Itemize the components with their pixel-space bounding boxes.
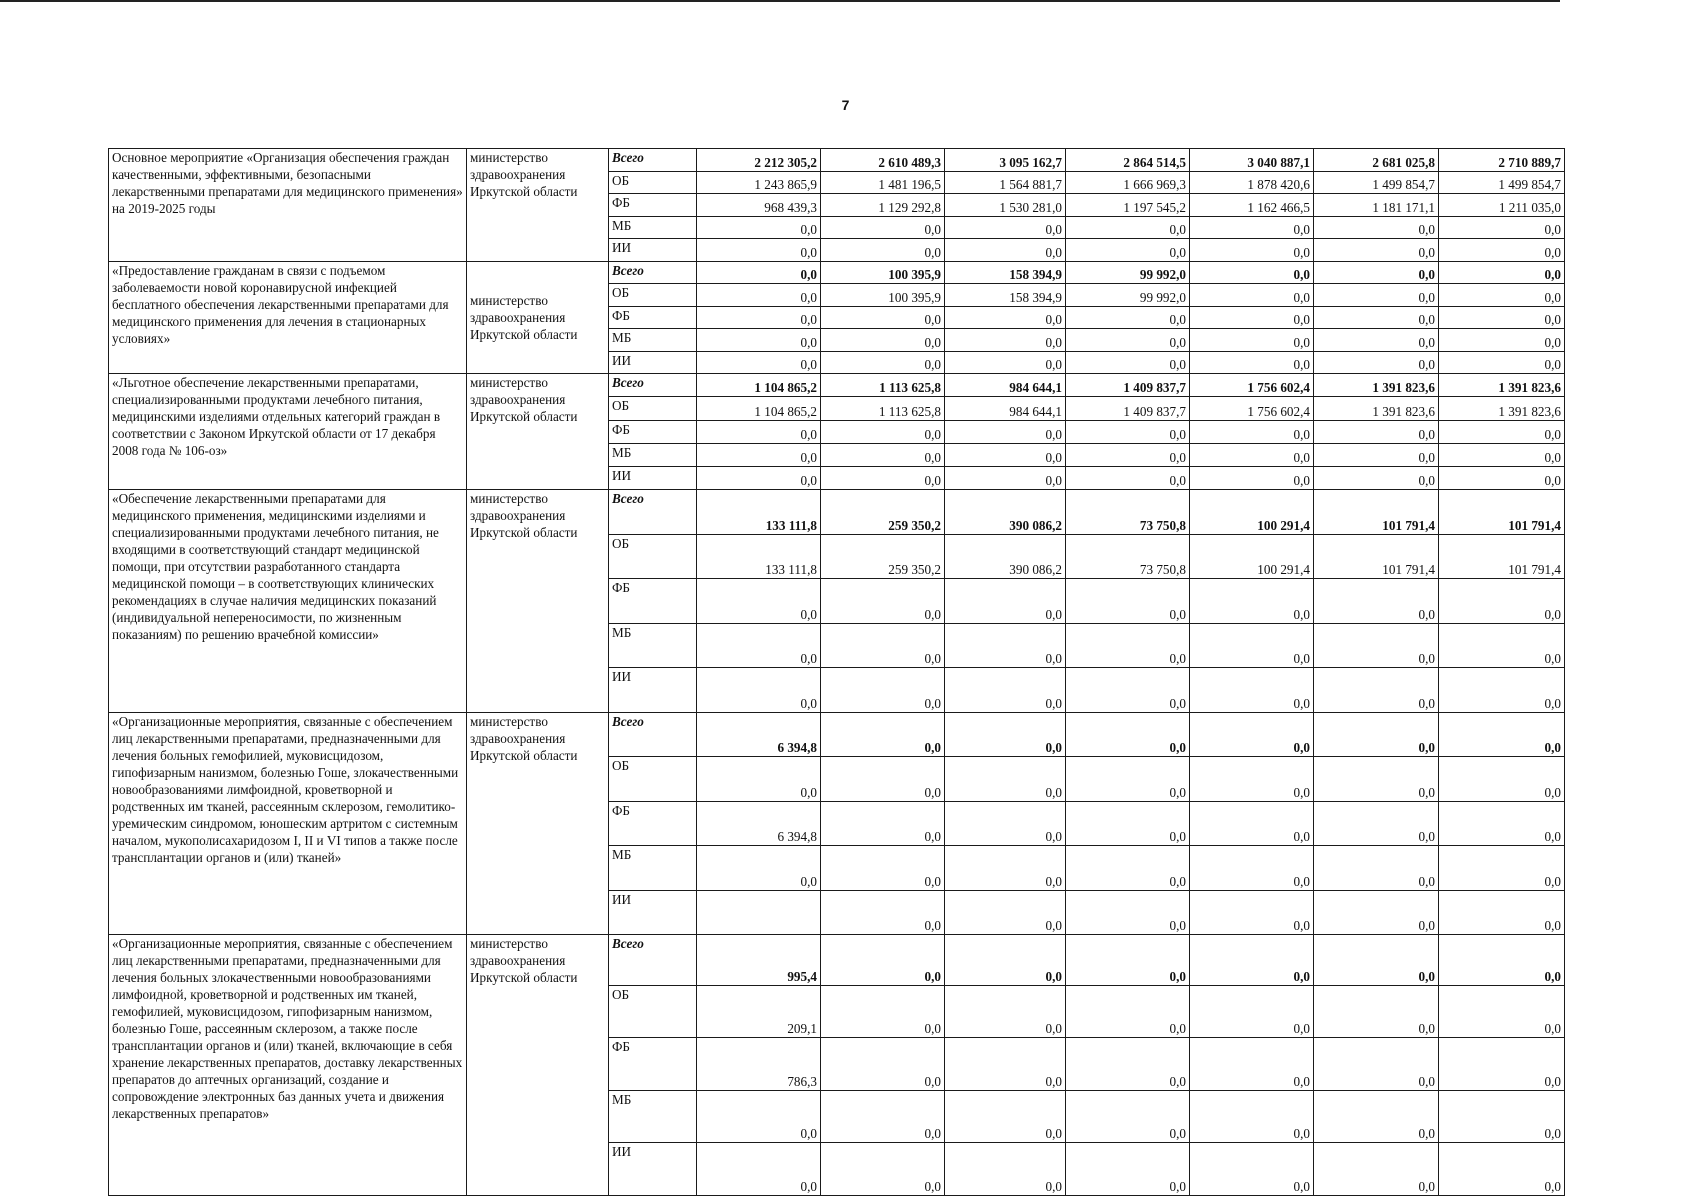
amount-cell: 0,0 [1066, 891, 1190, 935]
amount-cell: 2 681 025,8 [1314, 149, 1439, 172]
amount-cell: 0,0 [1190, 352, 1314, 374]
amount-cell: 0,0 [697, 579, 821, 624]
amount-cell: 0,0 [1066, 757, 1190, 802]
amount-cell: 133 111,8 [697, 535, 821, 579]
amount-cell: 0,0 [1190, 1038, 1314, 1091]
amount-cell: 0,0 [1439, 757, 1565, 802]
amount-cell: 0,0 [1314, 444, 1439, 467]
amount-cell: 133 111,8 [697, 490, 821, 535]
amount-cell: 0,0 [1066, 1091, 1190, 1143]
funding-source-cell: МБ [609, 1091, 697, 1143]
amount-cell: 0,0 [1314, 802, 1439, 846]
amount-cell: 0,0 [697, 421, 821, 444]
amount-cell: 100 395,9 [821, 284, 945, 307]
amount-cell: 0,0 [945, 846, 1066, 891]
amount-cell: 0,0 [1066, 624, 1190, 668]
amount-cell: 99 992,0 [1066, 284, 1190, 307]
executor-cell: министерство здравоохранения Иркутской области [467, 374, 609, 490]
amount-cell: 0,0 [1190, 891, 1314, 935]
amount-cell: 0,0 [697, 467, 821, 490]
amount-cell: 0,0 [1314, 329, 1439, 352]
amount-cell: 0,0 [1314, 421, 1439, 444]
amount-cell: 100 291,4 [1190, 535, 1314, 579]
funding-source-cell: ОБ [609, 284, 697, 307]
funding-source-cell: Всего [609, 935, 697, 986]
amount-cell: 0,0 [1439, 802, 1565, 846]
event-name-cell: «Организационные мероприятия, связанные с обеспечением лиц лекарственными препаратами, предназначенными для лечения больных злокачественными новообразованиями лимфоидной, кроветворной и родственных им тканей, гемофилией, муковисцидозом, гипофизарным нанизмом, болезнью Гоше, рассеянным склерозом, а также после трансплантации органов и (или) тканей, включающие в себя хранение лекарственных препаратов, доставку лекарственных препаратов до аптечных организаций, создание и сопровождение электронных баз данных учета и движения лекарственных препаратов» [109, 935, 467, 1196]
event-name-cell: Основное мероприятие «Организация обеспечения граждан качественными, эффективными, безопасными лекарственными препаратами для медицинского применения» на 2019-2025 годы [109, 149, 467, 262]
amount-cell: 0,0 [1439, 624, 1565, 668]
executor-cell: министерство здравоохранения Иркутской области [467, 935, 609, 1196]
amount-cell: 0,0 [821, 935, 945, 986]
amount-cell: 0,0 [1439, 846, 1565, 891]
amount-cell: 1 499 854,7 [1439, 172, 1565, 194]
amount-cell: 0,0 [1439, 352, 1565, 374]
amount-cell: 0,0 [1314, 262, 1439, 284]
amount-cell: 73 750,8 [1066, 490, 1190, 535]
funding-source-cell: ФБ [609, 307, 697, 329]
amount-cell: 0,0 [1314, 757, 1439, 802]
funding-source-cell: Всего [609, 713, 697, 757]
amount-cell: 0,0 [821, 891, 945, 935]
amount-cell: 101 791,4 [1314, 490, 1439, 535]
amount-cell: 1 104 865,2 [697, 397, 821, 421]
amount-cell: 0,0 [1439, 262, 1565, 284]
amount-cell: 0,0 [945, 986, 1066, 1038]
amount-cell: 0,0 [697, 262, 821, 284]
amount-cell: 995,4 [697, 935, 821, 986]
amount-cell: 0,0 [1190, 262, 1314, 284]
amount-cell: 0,0 [1190, 329, 1314, 352]
amount-cell: 0,0 [945, 421, 1066, 444]
amount-cell: 1 391 823,6 [1314, 397, 1439, 421]
funding-source-cell: ИИ [609, 239, 697, 262]
amount-cell: 0,0 [1314, 1038, 1439, 1091]
amount-cell: 1 666 969,3 [1066, 172, 1190, 194]
amount-cell: 0,0 [697, 239, 821, 262]
amount-cell: 0,0 [1190, 802, 1314, 846]
amount-cell: 0,0 [1314, 217, 1439, 239]
funding-source-cell: ОБ [609, 397, 697, 421]
amount-cell: 1 113 625,8 [821, 397, 945, 421]
event-name-cell: «Организационные мероприятия, связанные с обеспечением лиц лекарственными препаратами, предназначенными для лечения больных гемофилией, муковисцидозом, гипофизарным нанизмом, болезнью Гоше, злокачественными новообразованиями лимфоидной, кроветворной и родственных им тканей, рассеянным склерозом, гемолитико-уремическим синдромом, юношеским артритом с системным началом, мукополисахаридозом I, II и VI типов а также после трансплантации органов и (или) тканей» [109, 713, 467, 935]
amount-cell: 0,0 [1314, 935, 1439, 986]
amount-cell: 0,0 [1190, 846, 1314, 891]
amount-cell: 0,0 [1066, 329, 1190, 352]
amount-cell: 259 350,2 [821, 490, 945, 535]
amount-cell: 0,0 [1190, 935, 1314, 986]
amount-cell: 0,0 [697, 624, 821, 668]
funding-source-cell: МБ [609, 444, 697, 467]
amount-cell: 1 564 881,7 [945, 172, 1066, 194]
amount-cell: 0,0 [1439, 217, 1565, 239]
amount-cell: 390 086,2 [945, 535, 1066, 579]
amount-cell: 0,0 [821, 846, 945, 891]
amount-cell: 2 610 489,3 [821, 149, 945, 172]
amount-cell: 0,0 [821, 802, 945, 846]
executor-cell: министерство здравоохранения Иркутской области [467, 490, 609, 713]
amount-cell: 0,0 [1439, 284, 1565, 307]
amount-cell: 984 644,1 [945, 397, 1066, 421]
amount-cell: 1 756 602,4 [1190, 397, 1314, 421]
amount-cell: 0,0 [1066, 421, 1190, 444]
amount-cell: 1 129 292,8 [821, 194, 945, 217]
funding-source-cell: Всего [609, 490, 697, 535]
funding-source-cell: ИИ [609, 352, 697, 374]
amount-cell: 0,0 [1066, 1143, 1190, 1196]
amount-cell: 0,0 [1439, 1091, 1565, 1143]
amount-cell: 0,0 [945, 352, 1066, 374]
amount-cell: 0,0 [945, 239, 1066, 262]
amount-cell: 0,0 [1066, 668, 1190, 713]
amount-cell: 3 040 887,1 [1190, 149, 1314, 172]
amount-cell: 0,0 [697, 329, 821, 352]
amount-cell: 1 211 035,0 [1439, 194, 1565, 217]
amount-cell: 0,0 [697, 668, 821, 713]
funding-source-cell: Всего [609, 149, 697, 172]
amount-cell: 0,0 [697, 307, 821, 329]
amount-cell: 1 409 837,7 [1066, 374, 1190, 397]
amount-cell: 0,0 [1190, 421, 1314, 444]
amount-cell: 1 391 823,6 [1439, 374, 1565, 397]
amount-cell: 0,0 [1190, 713, 1314, 757]
amount-cell: 1 499 854,7 [1314, 172, 1439, 194]
amount-cell: 1 878 420,6 [1190, 172, 1314, 194]
amount-cell: 0,0 [1190, 307, 1314, 329]
amount-cell: 0,0 [945, 1143, 1066, 1196]
amount-cell: 0,0 [945, 891, 1066, 935]
table-row [109, 490, 1565, 535]
executor-cell: министерство здравоохранения Иркутской области [467, 149, 609, 262]
amount-cell: 0,0 [945, 329, 1066, 352]
event-name-cell: «Льготное обеспечение лекарственными препаратами, специализированными продуктами лечебного питания, медицинскими изделиями отдельных категорий граждан в соответствии с Законом Иркутской области от 17 декабря 2008 года № 106-оз» [109, 374, 467, 490]
amount-cell: 0,0 [1439, 579, 1565, 624]
amount-cell: 0,0 [1190, 1143, 1314, 1196]
amount-cell: 6 394,8 [697, 713, 821, 757]
amount-cell: 0,0 [1314, 239, 1439, 262]
amount-cell: 0,0 [1314, 467, 1439, 490]
amount-cell: 0,0 [945, 624, 1066, 668]
funding-source-cell: ИИ [609, 668, 697, 713]
amount-cell: 0,0 [821, 329, 945, 352]
amount-cell: 0,0 [945, 467, 1066, 490]
amount-cell: 0,0 [1314, 891, 1439, 935]
amount-cell: 259 350,2 [821, 535, 945, 579]
table-row [109, 149, 1565, 172]
amount-cell: 0,0 [697, 352, 821, 374]
amount-cell: 99 992,0 [1066, 262, 1190, 284]
amount-cell: 73 750,8 [1066, 535, 1190, 579]
amount-cell: 0,0 [821, 624, 945, 668]
amount-cell: 101 791,4 [1439, 535, 1565, 579]
amount-cell: 0,0 [1314, 668, 1439, 713]
amount-cell: 6 394,8 [697, 802, 821, 846]
amount-cell: 1 391 823,6 [1439, 397, 1565, 421]
amount-cell: 0,0 [1190, 239, 1314, 262]
table-row [109, 713, 1565, 757]
amount-cell: 2 710 889,7 [1439, 149, 1565, 172]
executor-cell: министерство здравоохранения Иркутской области [467, 262, 609, 374]
amount-cell: 0,0 [1190, 579, 1314, 624]
amount-cell: 0,0 [1314, 1143, 1439, 1196]
amount-cell: 0,0 [945, 935, 1066, 986]
amount-cell: 1 243 865,9 [697, 172, 821, 194]
amount-cell: 0,0 [1190, 624, 1314, 668]
funding-source-cell: ОБ [609, 757, 697, 802]
amount-cell: 1 530 281,0 [945, 194, 1066, 217]
amount-cell: 0,0 [1439, 1038, 1565, 1091]
amount-cell: 0,0 [821, 421, 945, 444]
amount-cell: 0,0 [1066, 1038, 1190, 1091]
amount-cell: 158 394,9 [945, 284, 1066, 307]
amount-cell: 1 409 837,7 [1066, 397, 1190, 421]
scan-top-edge [0, 0, 1560, 2]
amount-cell: 0,0 [1439, 668, 1565, 713]
amount-cell: 0,0 [821, 1143, 945, 1196]
page-number: 7 [841, 97, 850, 113]
amount-cell: 2 212 305,2 [697, 149, 821, 172]
amount-cell: 0,0 [1314, 284, 1439, 307]
amount-cell: 1 113 625,8 [821, 374, 945, 397]
amount-cell: 0,0 [821, 986, 945, 1038]
amount-cell: 0,0 [1439, 421, 1565, 444]
amount-cell: 2 864 514,5 [1066, 149, 1190, 172]
event-name-cell: «Обеспечение лекарственными препаратами для медицинского применения, медицинскими изделиями и специализированными продуктами лечебного питания, не входящими в соответствующий стандарт медицинской помощи, при отсутствии разработанного стандарта медицинской помощи – в соответствующих клинических рекомендациях в случае наличия медицинских показаний (индивидуальной непереносимости, по жизненным показаниям) по решению врачебной комиссии» [109, 490, 467, 713]
amount-cell: 0,0 [1066, 713, 1190, 757]
amount-cell: 0,0 [1314, 624, 1439, 668]
amount-cell: 0,0 [697, 846, 821, 891]
amount-cell: 0,0 [1190, 668, 1314, 713]
amount-cell: 0,0 [821, 352, 945, 374]
amount-cell: 0,0 [1066, 846, 1190, 891]
funding-source-cell: ФБ [609, 579, 697, 624]
amount-cell: 0,0 [1190, 217, 1314, 239]
amount-cell: 0,0 [1066, 579, 1190, 624]
amount-cell: 0,0 [1190, 1091, 1314, 1143]
amount-cell: 0,0 [945, 713, 1066, 757]
amount-cell: 0,0 [1190, 986, 1314, 1038]
amount-cell: 0,0 [1314, 986, 1439, 1038]
amount-cell: 0,0 [1439, 239, 1565, 262]
event-name-cell: «Предоставление гражданам в связи с подъемом заболеваемости новой коронавирусной инфекцией бесплатного обеспечения лекарственными препаратами для медицинского применения для лечения в стационарных условиях» [109, 262, 467, 374]
amount-cell: 0,0 [1439, 329, 1565, 352]
funding-source-cell: ИИ [609, 467, 697, 490]
amount-cell: 0,0 [945, 579, 1066, 624]
amount-cell: 0,0 [697, 757, 821, 802]
amount-cell: 968 439,3 [697, 194, 821, 217]
executor-cell: министерство здравоохранения Иркутской области [467, 713, 609, 935]
table-row [109, 262, 1565, 284]
amount-cell: 1 197 545,2 [1066, 194, 1190, 217]
amount-cell: 0,0 [945, 1038, 1066, 1091]
amount-cell: 0,0 [1066, 467, 1190, 490]
funding-source-cell: ФБ [609, 802, 697, 846]
amount-cell: 0,0 [821, 579, 945, 624]
funding-source-cell: ОБ [609, 535, 697, 579]
amount-cell: 0,0 [1314, 579, 1439, 624]
amount-cell [697, 891, 821, 935]
amount-cell: 984 644,1 [945, 374, 1066, 397]
amount-cell: 0,0 [821, 239, 945, 262]
amount-cell: 100 395,9 [821, 262, 945, 284]
amount-cell: 0,0 [821, 217, 945, 239]
amount-cell: 0,0 [1066, 986, 1190, 1038]
amount-cell: 158 394,9 [945, 262, 1066, 284]
amount-cell: 0,0 [1439, 467, 1565, 490]
amount-cell: 0,0 [1066, 307, 1190, 329]
amount-cell: 0,0 [697, 217, 821, 239]
amount-cell: 1 481 196,5 [821, 172, 945, 194]
amount-cell: 0,0 [821, 1091, 945, 1143]
amount-cell: 0,0 [1190, 284, 1314, 307]
amount-cell: 1 391 823,6 [1314, 374, 1439, 397]
funding-source-cell: МБ [609, 217, 697, 239]
amount-cell: 0,0 [1066, 217, 1190, 239]
amount-cell: 1 104 865,2 [697, 374, 821, 397]
amount-cell: 100 291,4 [1190, 490, 1314, 535]
funding-source-cell: МБ [609, 329, 697, 352]
amount-cell: 0,0 [945, 802, 1066, 846]
amount-cell: 0,0 [821, 467, 945, 490]
amount-cell: 0,0 [1439, 307, 1565, 329]
amount-cell: 0,0 [697, 1091, 821, 1143]
funding-source-cell: ИИ [609, 1143, 697, 1196]
funding-source-cell: МБ [609, 624, 697, 668]
amount-cell: 390 086,2 [945, 490, 1066, 535]
amount-cell: 0,0 [821, 757, 945, 802]
amount-cell: 0,0 [1439, 713, 1565, 757]
amount-cell: 1 162 466,5 [1190, 194, 1314, 217]
amount-cell: 0,0 [945, 217, 1066, 239]
amount-cell: 0,0 [1314, 1091, 1439, 1143]
amount-cell: 0,0 [1066, 802, 1190, 846]
amount-cell: 0,0 [1190, 757, 1314, 802]
amount-cell: 0,0 [945, 444, 1066, 467]
amount-cell: 0,0 [945, 757, 1066, 802]
table-row [109, 935, 1565, 986]
amount-cell: 0,0 [1439, 1143, 1565, 1196]
amount-cell: 0,0 [1066, 239, 1190, 262]
amount-cell: 0,0 [1066, 444, 1190, 467]
budget-table [108, 148, 1565, 1196]
amount-cell: 3 095 162,7 [945, 149, 1066, 172]
amount-cell: 0,0 [821, 1038, 945, 1091]
funding-source-cell: Всего [609, 262, 697, 284]
amount-cell: 786,3 [697, 1038, 821, 1091]
amount-cell: 0,0 [1314, 307, 1439, 329]
amount-cell: 101 791,4 [1314, 535, 1439, 579]
amount-cell: 0,0 [821, 713, 945, 757]
funding-source-cell: ФБ [609, 421, 697, 444]
amount-cell: 0,0 [1066, 352, 1190, 374]
amount-cell: 0,0 [697, 1143, 821, 1196]
amount-cell: 0,0 [821, 444, 945, 467]
amount-cell: 0,0 [697, 284, 821, 307]
amount-cell: 0,0 [1439, 444, 1565, 467]
table-row [109, 374, 1565, 397]
amount-cell: 1 181 171,1 [1314, 194, 1439, 217]
amount-cell: 0,0 [1439, 986, 1565, 1038]
amount-cell: 0,0 [1190, 444, 1314, 467]
amount-cell: 0,0 [1190, 467, 1314, 490]
funding-source-cell: МБ [609, 846, 697, 891]
amount-cell: 0,0 [1439, 935, 1565, 986]
funding-source-cell: ФБ [609, 194, 697, 217]
amount-cell: 0,0 [1314, 352, 1439, 374]
amount-cell: 101 791,4 [1439, 490, 1565, 535]
funding-source-cell: ОБ [609, 172, 697, 194]
amount-cell: 0,0 [945, 668, 1066, 713]
funding-source-cell: Всего [609, 374, 697, 397]
amount-cell: 1 756 602,4 [1190, 374, 1314, 397]
amount-cell: 0,0 [1439, 891, 1565, 935]
amount-cell: 0,0 [945, 307, 1066, 329]
amount-cell: 0,0 [1314, 713, 1439, 757]
funding-source-cell: ИИ [609, 891, 697, 935]
amount-cell: 0,0 [697, 444, 821, 467]
funding-source-cell: ОБ [609, 986, 697, 1038]
amount-cell: 209,1 [697, 986, 821, 1038]
funding-source-cell: ФБ [609, 1038, 697, 1091]
amount-cell: 0,0 [821, 668, 945, 713]
amount-cell: 0,0 [1314, 846, 1439, 891]
amount-cell: 0,0 [1066, 935, 1190, 986]
amount-cell: 0,0 [821, 307, 945, 329]
amount-cell: 0,0 [945, 1091, 1066, 1143]
